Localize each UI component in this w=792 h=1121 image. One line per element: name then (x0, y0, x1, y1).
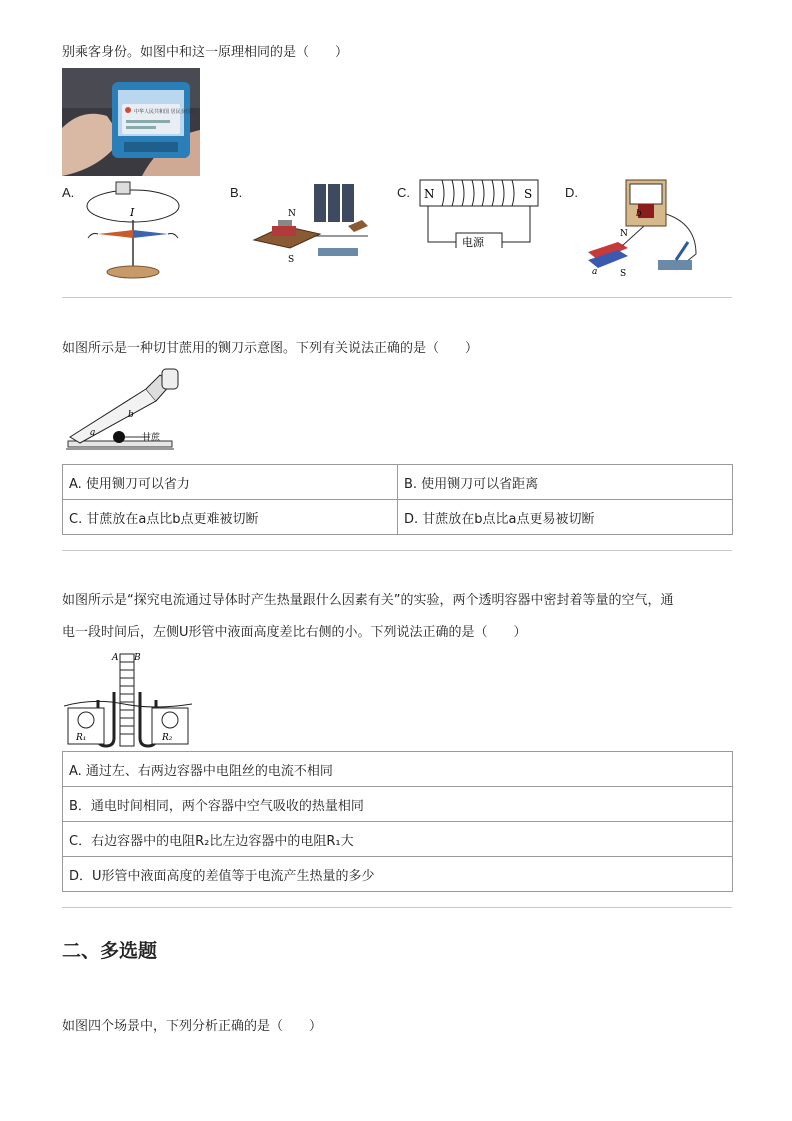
q3-option-d[interactable]: D．U形管中液面高度的差值等于电流产生热量的多少 (63, 857, 733, 892)
q3-option-b[interactable]: B．通电时间相同，两个容器中空气吸收的热量相同 (63, 787, 733, 822)
c-north-label: N (424, 187, 435, 201)
id-card-photo (62, 68, 200, 176)
d-point-a-label: a (592, 267, 598, 277)
q1-option-c-label: C. (397, 185, 410, 200)
q1-figure-c (418, 178, 540, 248)
r1-label: R₁ (76, 733, 87, 743)
sugarcane-label: 甘蔗 (142, 433, 161, 443)
d-point-b-label: b (636, 209, 642, 219)
q1-stem: 别乘客身份。如图中和这一原理相同的是（ ） (62, 45, 349, 60)
power-source-label: 电源 (462, 236, 484, 248)
q4-stem: 如图四个场景中，下列分析正确的是（ ） (62, 1019, 323, 1034)
tube-b-label: B (134, 653, 141, 663)
q3-stem-line1: 如图所示是“探究电流通过导体时产生热量跟什么因素有关”的实验，两个透明容器中密封着等量的空气，通 (62, 593, 674, 608)
q3-options-table (62, 751, 733, 892)
q2-options-table (62, 464, 733, 535)
q3-stem-line2: 电一段时间后，左侧U形管中液面高度差比右侧的小。下列说法正确的是（ ） (62, 625, 527, 640)
current-label: I (130, 206, 135, 219)
tube-a-label: A (112, 653, 119, 663)
r2-label: R₂ (162, 733, 173, 743)
q2-option-d[interactable]: D. 甘蔗放在b点比a点更易被切断 (398, 500, 733, 535)
point-a-label: a (90, 428, 96, 438)
q3-option-a[interactable]: A. 通过左、右两边容器中电阻丝的电流不相同 (63, 752, 733, 787)
divider (62, 550, 732, 551)
divider (62, 907, 732, 908)
q1-figure-a (78, 176, 188, 284)
q1-figure-b (248, 176, 378, 274)
point-b-label: b (128, 410, 134, 420)
q1-option-a-label: A. (62, 185, 75, 200)
q3-figure-apparatus (64, 648, 194, 748)
c-south-label: S (524, 187, 533, 201)
q2-option-b[interactable]: B. 使用铡刀可以省距离 (398, 465, 733, 500)
divider (62, 297, 732, 298)
b-south-label: S (288, 255, 295, 265)
q3-option-c[interactable]: C．右边容器中的电阻R₂比左边容器中的电阻R₁大 (63, 822, 733, 857)
q1-option-b-label: B. (230, 185, 243, 200)
q1-figure-d (584, 176, 714, 282)
q2-option-c[interactable]: C. 甘蔗放在a点比b点更难被切断 (63, 500, 398, 535)
b-north-label: N (288, 209, 296, 219)
id-card-caption: 中华人民共和国 居民身份证 (134, 109, 196, 115)
d-north-label: N (620, 229, 628, 239)
d-south-label: S (620, 269, 627, 279)
q1-option-d-label: D. (565, 185, 578, 200)
q2-stem: 如图所示是一种切甘蔗用的铡刀示意图。下列有关说法正确的是（ ） (62, 341, 479, 356)
section-heading: 二、多选题 (62, 940, 158, 962)
q2-figure-guillotine (64, 365, 184, 455)
q2-option-a[interactable]: A. 使用铡刀可以省力 (63, 465, 398, 500)
